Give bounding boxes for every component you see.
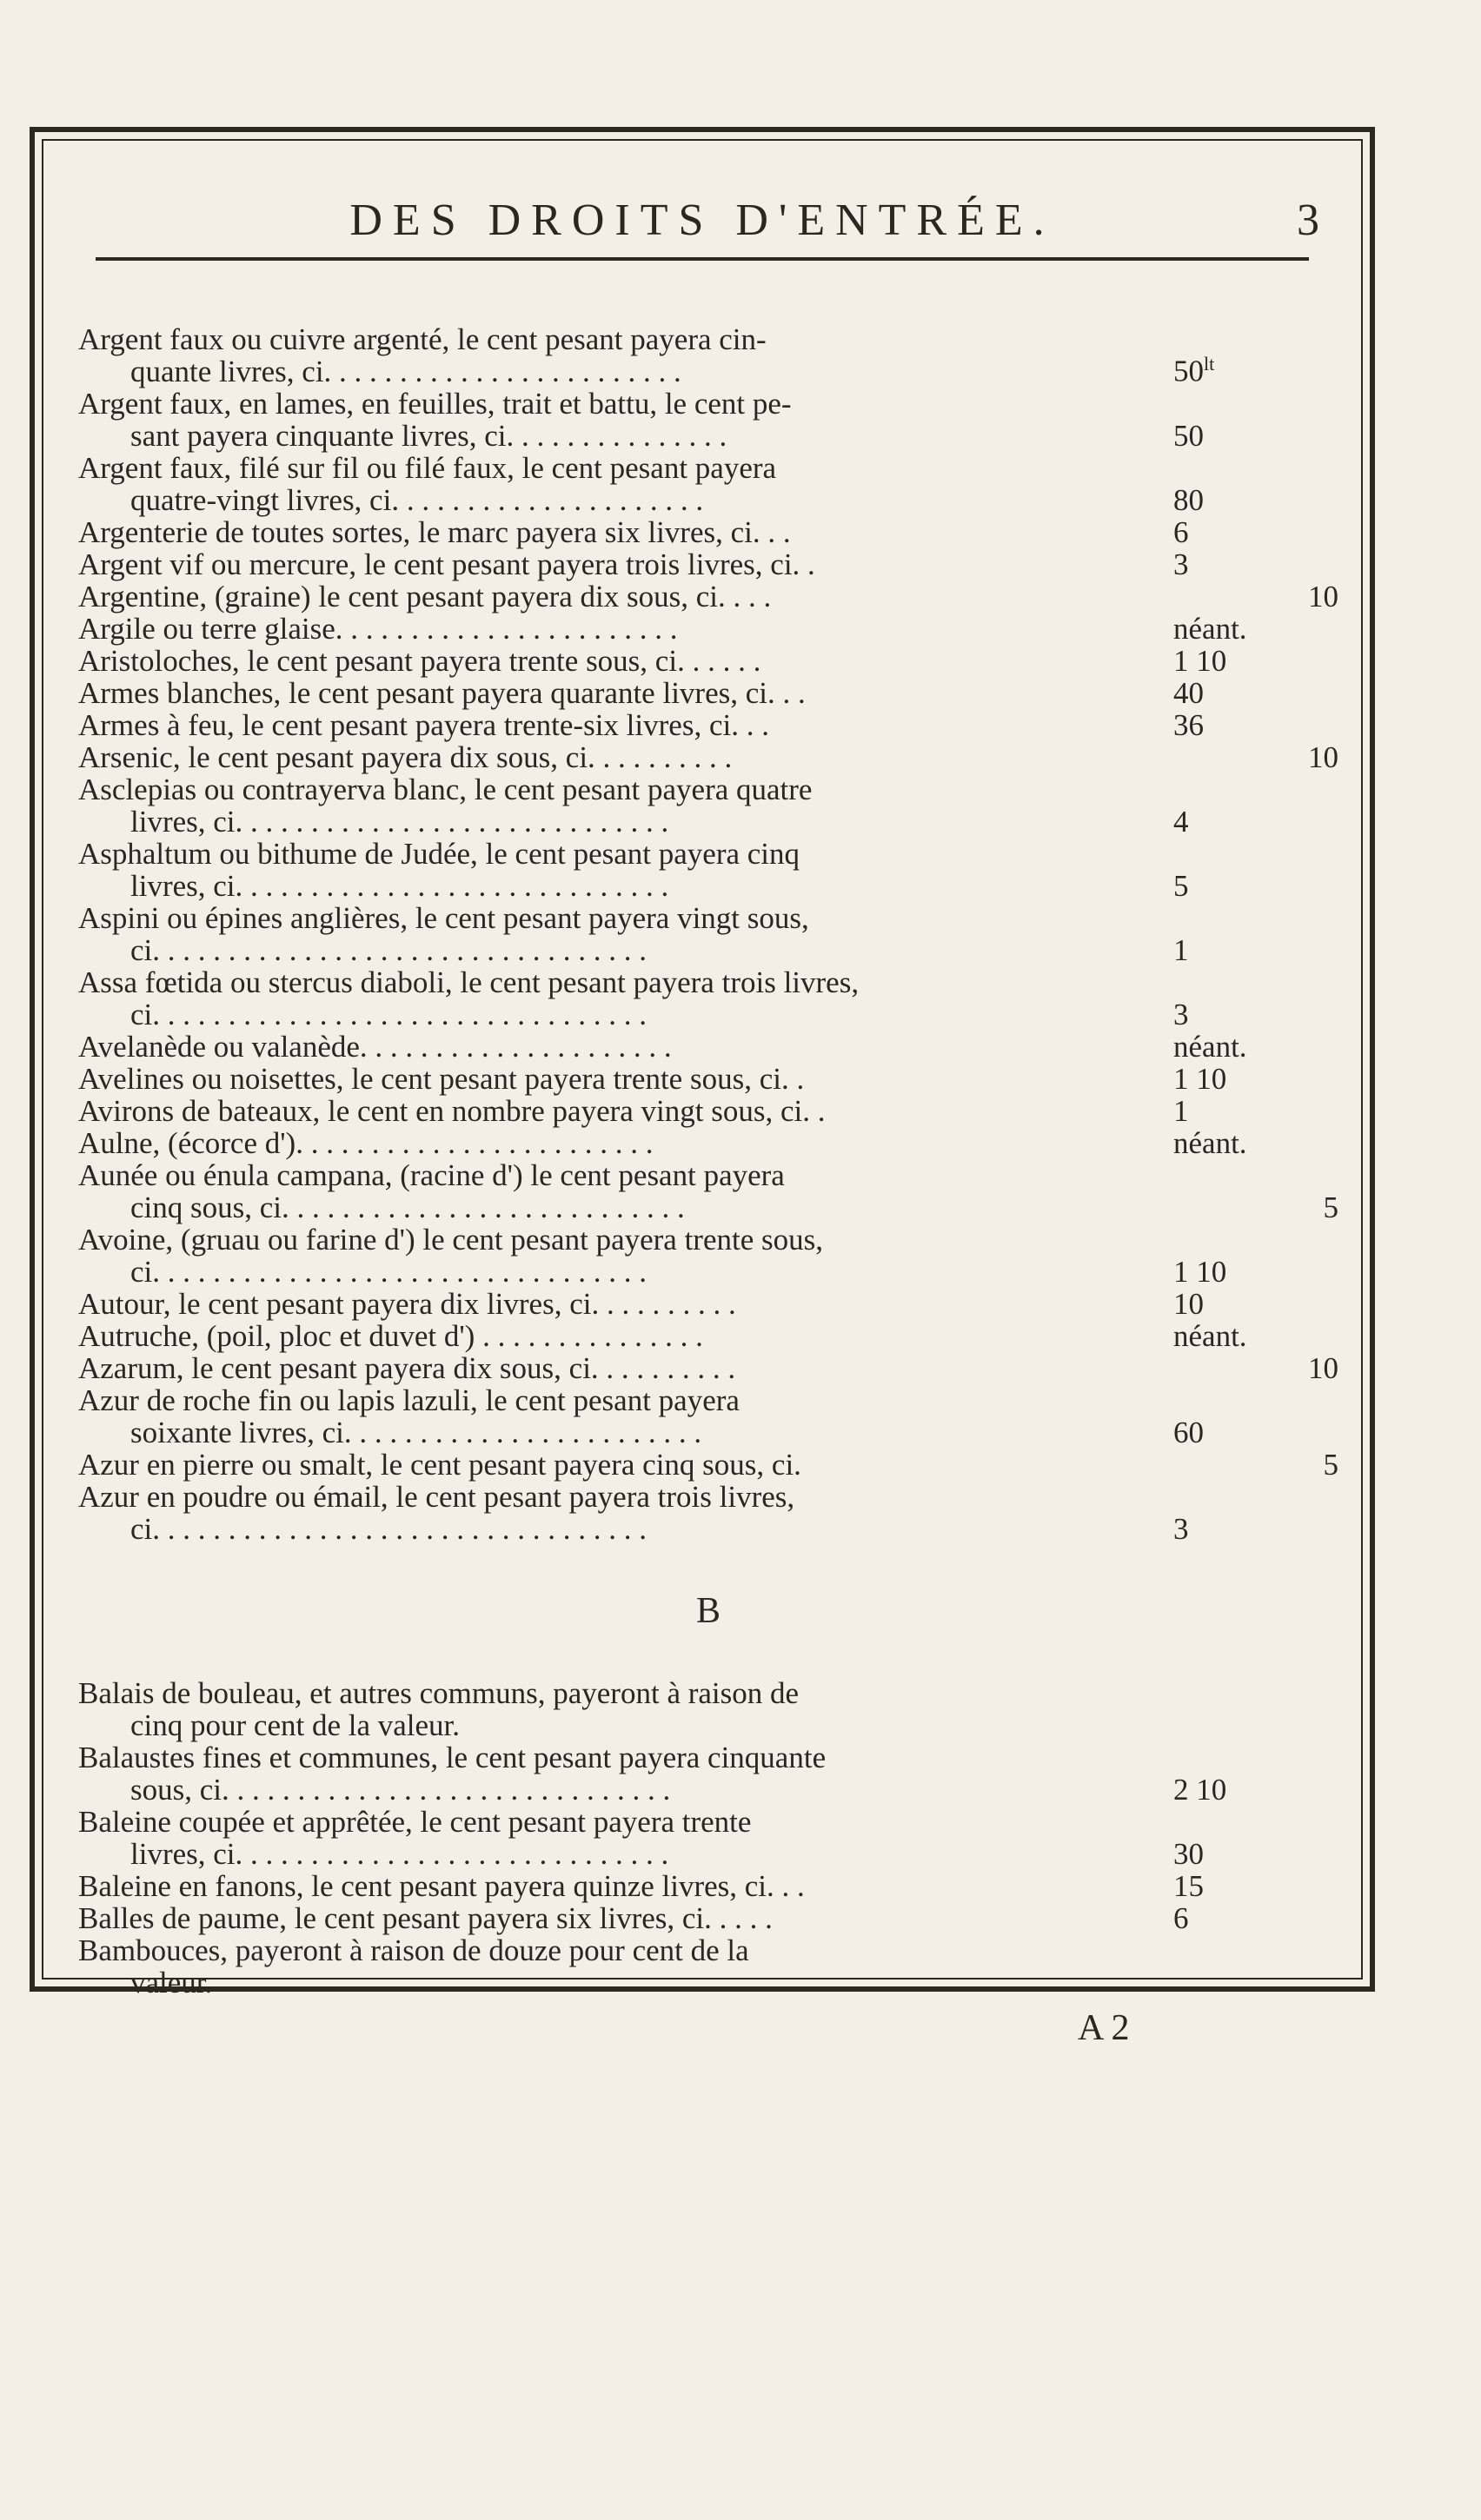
entry-text: Arsenic, le cent pesant payera dix sous, ci. . . . . . . . . .	[78, 740, 733, 774]
entry-text: Aulne, (écorce d'). . . . . . . . . . . . . . . . . . . . . . . .	[78, 1126, 654, 1160]
tariff-entry	[78, 773, 1338, 838]
entry-duty-value: néant.	[1173, 1030, 1247, 1064]
entry-text: Avelines ou noisettes, le cent pesant payera trente sous, ci. .	[78, 1062, 805, 1096]
tariff-entry	[78, 1934, 1338, 1999]
tariff-entry	[78, 580, 1338, 613]
entry-text: Avirons de bateaux, le cent en nombre payera vingt sous, ci. .	[78, 1094, 826, 1128]
section-letter: B	[695, 1591, 721, 1631]
entry-text: Bambouces, payeront à raison de douze pour cent de la	[78, 1933, 749, 1967]
entry-text: Avoine, (gruau ou farine d') le cent pesant payera trente sous,	[78, 1223, 823, 1257]
tariff-entry	[78, 1288, 1338, 1320]
entry-text: Baleine en fanons, le cent pesant payera quinze livres, ci. . .	[78, 1869, 805, 1903]
entry-duty-value: 10	[1308, 580, 1338, 613]
entry-duty-value: néant.	[1173, 1126, 1247, 1160]
entry-duty-value: néant.	[1173, 612, 1247, 646]
tariff-entry	[78, 1449, 1338, 1481]
tariff-entry	[78, 1320, 1338, 1352]
entry-text: quatre-vingt livres, ci. . . . . . . . . . . . . . . . . . . . .	[130, 483, 704, 517]
tariff-entry	[78, 1741, 1338, 1806]
entry-text: livres, ci. . . . . . . . . . . . . . . . . . . . . . . . . . . . .	[130, 869, 669, 903]
entry-text: Argent faux, en lames, en feuilles, trait et battu, le cent pe-	[78, 387, 792, 421]
tariff-entry	[78, 1806, 1338, 1870]
entry-text: ci. . . . . . . . . . . . . . . . . . . . . . . . . . . . . . . . .	[130, 933, 648, 967]
entry-text: Autour, le cent pesant payera dix livres, ci. . . . . . . . . .	[78, 1287, 736, 1321]
entry-duty-value: 60	[1173, 1416, 1204, 1449]
entry-text: Armes à feu, le cent pesant payera trente-six livres, ci. . .	[78, 708, 769, 742]
entry-text: Azarum, le cent pesant payera dix sous, ci. . . . . . . . . .	[78, 1351, 736, 1385]
tariff-list	[78, 323, 1338, 1999]
entry-duty-value: 15	[1173, 1869, 1204, 1903]
page-frame	[30, 127, 1375, 1999]
entry-text: Argent faux, filé sur fil ou filé faux, le cent pesant payera	[78, 451, 777, 485]
entry-text: soixante livres, ci. . . . . . . . . . . . . . . . . . . . . . . .	[130, 1416, 702, 1449]
tariff-entry	[78, 677, 1338, 709]
tariff-entry	[78, 1870, 1338, 1902]
entry-text: Argile ou terre glaise. . . . . . . . . . . . . . . . . . . . . . .	[78, 612, 678, 646]
tariff-entry	[78, 1159, 1338, 1224]
entry-text: livres, ci. . . . . . . . . . . . . . . . . . . . . . . . . . . . .	[130, 805, 669, 839]
entry-text: Baleine coupée et apprêtée, le cent pesant payera trente	[78, 1805, 752, 1839]
tariff-entry	[78, 452, 1338, 516]
entry-text: Aspini ou épines anglières, le cent pesant payera vingt sous,	[78, 901, 809, 935]
entry-text: cinq pour cent de la valeur.	[130, 1708, 461, 1742]
entry-duty-value: 5	[1323, 1190, 1338, 1224]
entry-text: Balais de bouleau, et autres communs, payeront à raison de	[78, 1676, 800, 1710]
entry-duty-value: $50^{lt}$	[1173, 353, 1215, 388]
entry-duty-value: 4	[1173, 805, 1189, 839]
entry-text: sant payera cinquante livres, ci. . . . . . . . . . . . . . .	[130, 419, 727, 453]
tariff-entry	[78, 741, 1338, 773]
entry-text: Balles de paume, le cent pesant payera six livres, ci. . . . .	[78, 1901, 773, 1935]
entry-text: Autruche, (poil, ploc et duvet d') . . . . . . . . . . . . . . .	[78, 1319, 703, 1353]
tariff-entry	[78, 838, 1338, 902]
entry-duty-value: 5	[1173, 869, 1189, 903]
entry-duty-value: 10	[1308, 740, 1338, 774]
entry-duty-value: néant.	[1173, 1319, 1247, 1353]
entry-duty-value: 1	[1173, 933, 1189, 967]
tariff-entry	[78, 548, 1338, 580]
tariff-entry	[78, 1384, 1338, 1449]
entry-text: Argent vif ou mercure, le cent pesant payera trois livres, ci. .	[78, 547, 815, 581]
entry-text: Argentine, (graine) le cent pesant payera dix sous, ci. . . .	[78, 580, 772, 613]
entry-text: valeur.	[130, 1966, 213, 1999]
page-title: DES DROITS D'ENTRÉE.	[349, 196, 1055, 245]
tariff-entry	[78, 1095, 1338, 1127]
entry-duty-value: 6	[1173, 1901, 1189, 1935]
entry-text: Armes blanches, le cent pesant payera quarante livres, ci. . .	[78, 676, 806, 710]
entry-text: Argenterie de toutes sortes, le marc payera six livres, ci. . .	[78, 515, 791, 549]
entry-text: Argent faux ou cuivre argenté, le cent pesant payera cin-	[78, 322, 767, 356]
tariff-entry	[78, 902, 1338, 966]
entry-text: Avelanède ou valanède. . . . . . . . . . . . . . . . . . . . .	[78, 1030, 672, 1064]
entry-text: Asphaltum ou bithume de Judée, le cent pesant payera cinq	[78, 837, 800, 871]
entry-duty-value: 36	[1173, 708, 1204, 742]
entry-text: Azur en pierre ou smalt, le cent pesant payera cinq sous, ci.	[78, 1448, 801, 1482]
tariff-entry	[78, 516, 1338, 548]
tariff-entry	[78, 709, 1338, 741]
entry-text: sous, ci. . . . . . . . . . . . . . . . . . . . . . . . . . . . . .	[130, 1773, 671, 1807]
entry-text: livres, ci. . . . . . . . . . . . . . . . . . . . . . . . . . . . .	[130, 1837, 669, 1871]
entry-duty-value: 5	[1323, 1448, 1338, 1482]
tariff-entry	[78, 966, 1338, 1031]
tariff-entry	[78, 323, 1338, 388]
entry-duty-value: 1 10	[1173, 1255, 1227, 1289]
entry-text: cinq sous, ci. . . . . . . . . . . . . . . . . . . . . . . . . . .	[130, 1190, 685, 1224]
entry-text: Aristoloches, le cent pesant payera trente sous, ci. . . . . .	[78, 644, 761, 678]
page-number: 3	[1297, 196, 1319, 245]
entry-text: Azur en poudre ou émail, le cent pesant payera trois livres,	[78, 1480, 795, 1514]
tariff-entry	[78, 645, 1338, 677]
tariff-entry	[78, 388, 1338, 452]
entry-text: Asclepias ou contrayerva blanc, le cent pesant payera quatre	[78, 773, 813, 806]
entry-duty-value: 1 10	[1173, 1062, 1227, 1096]
tariff-entry	[78, 1902, 1338, 1934]
entry-text: Azur de roche fin ou lapis lazuli, le cent pesant payera	[78, 1383, 740, 1417]
entry-duty-value: 10	[1173, 1287, 1204, 1321]
entry-duty-value: 6	[1173, 515, 1189, 549]
tariff-entry	[78, 1481, 1338, 1545]
tariff-entry	[78, 613, 1338, 645]
entry-text: ci. . . . . . . . . . . . . . . . . . . . . . . . . . . . . . . . .	[130, 1255, 648, 1289]
entry-duty-value: 1 10	[1173, 644, 1227, 678]
unit-mark: lt	[1204, 353, 1215, 375]
tariff-entry	[78, 1031, 1338, 1063]
entry-text: Aunée ou énula campana, (racine d') le cent pesant payera	[78, 1158, 785, 1192]
entry-text: ci. . . . . . . . . . . . . . . . . . . . . . . . . . . . . . . . .	[130, 1512, 648, 1546]
page-header	[96, 188, 1319, 261]
entry-text: quante livres, ci. . . . . . . . . . . . . . . . . . . . . . . .	[130, 355, 681, 388]
entry-text: Assa fœtida ou stercus diaboli, le cent pesant payera trois livres,	[78, 965, 860, 999]
tariff-entry	[78, 1224, 1338, 1288]
entry-duty-value: 2 10	[1173, 1773, 1227, 1807]
entry-duty-value: 3	[1173, 547, 1189, 581]
entry-duty-value: 10	[1308, 1351, 1338, 1385]
tariff-entry	[78, 1127, 1338, 1159]
entry-duty-value: 3	[1173, 1512, 1189, 1546]
entry-text: ci. . . . . . . . . . . . . . . . . . . . . . . . . . . . . . . . .	[130, 998, 648, 1031]
signature-mark: A 2	[1078, 2008, 1130, 2048]
tariff-entry	[78, 1352, 1338, 1384]
entry-duty-value: 80	[1173, 483, 1204, 517]
entry-duty-value: 3	[1173, 998, 1189, 1031]
tariff-entry	[78, 1677, 1338, 1741]
tariff-entry	[78, 1063, 1338, 1095]
entry-duty-value: 40	[1173, 676, 1204, 710]
entry-text: Balaustes fines et communes, le cent pesant payera cinquante	[78, 1741, 827, 1774]
entry-duty-value: 50	[1173, 419, 1204, 453]
entry-duty-value: 30	[1173, 1837, 1204, 1871]
entry-duty-value: 1	[1173, 1094, 1189, 1128]
